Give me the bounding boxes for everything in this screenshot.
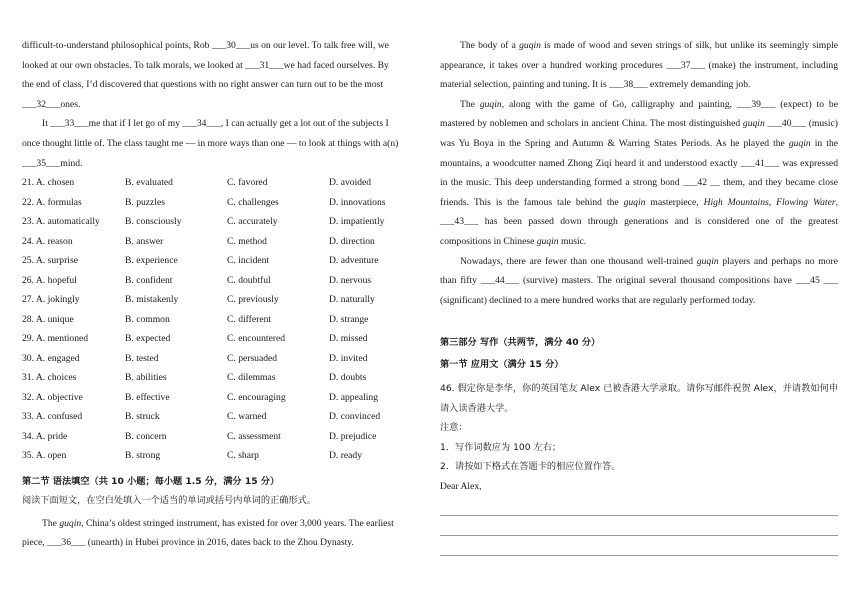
- option-row: [22, 193, 420, 213]
- option-a: 24. A. reason: [22, 235, 73, 247]
- answer-blank: ___34___: [182, 118, 221, 130]
- option-a: 33. A. confused: [22, 411, 83, 423]
- option-d: D. strange: [329, 313, 369, 325]
- text-run: once thought little of. The class taught me — in more ways than one — to look at things with a(n): [22, 137, 399, 149]
- option-a: 34. A. pride: [22, 430, 68, 442]
- section2-title: 第二节 语法填空（共 10 小题；每小题 1.5 分，满分 15 分）: [22, 475, 280, 487]
- question-46: 46. 假定你是李华，你的英国笔友 Alex 已被香港大学录取。请你写邮件祝贺 Alex，并请教如何申请入读香港大学。: [440, 383, 838, 414]
- option-c: C. favored: [227, 177, 268, 189]
- option-row: [22, 212, 420, 232]
- text-line: [22, 56, 420, 76]
- italic-term: guqin: [59, 517, 82, 529]
- text-run: me that if I let go of my: [88, 118, 183, 130]
- option-c: C. warned: [227, 411, 267, 423]
- italic-term: guqin: [519, 40, 541, 51]
- option-c: C. assessment: [227, 430, 281, 442]
- text-line: [22, 114, 420, 134]
- option-d: D. direction: [329, 235, 375, 247]
- option-a: 26. A. hopeful: [22, 274, 77, 286]
- text-run: Nowadays, there are fewer than one thousand well-trained: [460, 255, 697, 267]
- guqin-paragraph-3: [440, 95, 838, 252]
- option-c: C. different: [227, 313, 272, 325]
- italic-term: guqin: [479, 98, 502, 110]
- text-run: in the mountains, a woodcutter named Zhong Ziqi heard it and understood exactly ___41___ was expressed in the music. This deep understanding formed a strong bond ___42 __ them, and they became close friends. This is the famous tale behind the: [440, 137, 838, 208]
- option-a: 32. A. objective: [22, 391, 83, 403]
- text-run: ___40___ (music) was Yu Boya in the Spring and Autumn & Warring States Periods. As he played the: [440, 118, 838, 149]
- section1-title: 第一节 应用文（满分 15 分）: [440, 359, 564, 371]
- option-row: [22, 290, 420, 310]
- option-b: B. confident: [125, 274, 173, 286]
- italic-term: guqin: [696, 255, 719, 267]
- option-row: [22, 251, 420, 271]
- option-a: 30. A. engaged: [22, 352, 80, 364]
- option-d: D. prejudice: [329, 430, 377, 442]
- guqin-paragraph-4: [440, 252, 838, 311]
- text-run: The: [42, 517, 60, 529]
- passage-paragraph-33-35: [22, 114, 420, 173]
- option-b: B. consciously: [125, 216, 182, 228]
- answer-blank: ___30___: [211, 40, 251, 51]
- note-2: 2．请按如下格式在答题卡的相应位置作答。: [440, 461, 621, 473]
- text-run: The body of a: [460, 40, 520, 51]
- answer-blank: ___32___: [22, 98, 61, 110]
- option-b: B. experience: [125, 255, 178, 267]
- option-a: 25. A. surprise: [22, 255, 78, 267]
- option-b: B. evaluated: [125, 177, 173, 189]
- option-d: D. ready: [329, 450, 363, 462]
- note-1: 1．写作词数应为 100 左右；: [440, 441, 562, 453]
- option-a: 22. A. formulas: [22, 196, 82, 208]
- option-row: [22, 446, 420, 466]
- notes-label: 注意：: [440, 422, 468, 434]
- option-d: D. naturally: [329, 294, 375, 306]
- text-run: , I can actually get a lot out of the subjects I: [220, 118, 389, 130]
- option-c: C. persuaded: [227, 352, 278, 364]
- guqin-paragraph-2: [440, 36, 838, 95]
- option-a: 21. A. chosen: [22, 177, 75, 189]
- text-run: , ___43___ has been passed down through generations and is considered one of the greatest compositions in Chinese: [440, 196, 838, 247]
- text-run: masterpiece,: [645, 196, 704, 208]
- answer-blank: ___33___: [50, 118, 89, 130]
- option-a: 23. A. automatically: [22, 216, 100, 228]
- text-run: ones.: [60, 98, 81, 110]
- option-d: D. adventure: [329, 255, 379, 267]
- text-line: [22, 154, 420, 174]
- option-b: B. abilities: [125, 372, 167, 384]
- answer-blank: ___31___: [245, 59, 284, 71]
- italic-term: guqin: [742, 118, 765, 130]
- option-c: C. accurately: [227, 216, 278, 228]
- option-c: C. encouraging: [227, 391, 286, 403]
- option-b: B. puzzles: [125, 196, 165, 208]
- salutation: Dear Alex,: [440, 480, 482, 492]
- answer-line[interactable]: [440, 516, 838, 536]
- text-run: , China’s oldest stringed instrument, has existed for over 3,000 years. The earliest: [81, 517, 394, 529]
- text-run: difficult-to-understand philosophical points, Rob: [22, 40, 212, 51]
- option-row: [22, 427, 420, 447]
- text-run: players and perhaps no more than fifty ___44___ (survive) masters. The original several thousand compositions have ___45 ___ (significant) declined to a mere hundred works that are regularly performed today.: [440, 255, 838, 306]
- option-c: C. dilemmas: [227, 372, 276, 384]
- option-b: B. effective: [125, 391, 170, 403]
- option-d: D. avoided: [329, 177, 372, 189]
- option-b: B. struck: [125, 411, 160, 423]
- option-row: [22, 349, 420, 369]
- answer-line[interactable]: [440, 536, 838, 556]
- option-c: C. encountered: [227, 333, 286, 345]
- text-line: [22, 134, 420, 154]
- option-row: [22, 388, 420, 408]
- text-run: , along with the game of Go, calligraphy and painting, ___39___ (expect) to be mastered by noblemen and scholars in ancient China. The most distinguished: [440, 98, 838, 130]
- option-a: 31. A. choices: [22, 372, 77, 384]
- text-run: us on our level. To talk free will, we: [250, 40, 389, 51]
- option-d: D. doubts: [329, 372, 367, 384]
- option-b: B. common: [125, 313, 170, 325]
- option-d: D. convinced: [329, 411, 381, 423]
- guqin-paragraph-1-cont: piece, ___36___ (unearth) in Hubei province in 2016, dates back to the Zhou Dynasty.: [22, 537, 354, 549]
- guqin-paragraph-1: [22, 514, 420, 534]
- option-c: C. previously: [227, 294, 279, 306]
- option-d: D. nervous: [329, 274, 372, 286]
- text-line: [22, 95, 420, 115]
- option-a: 27. A. jokingly: [22, 294, 80, 306]
- text-run: we had faced ourselves. By: [283, 59, 389, 71]
- option-row: [22, 271, 420, 291]
- section2-instruction: 阅读下面短文，在空白处填入一个适当的单词或括号内单词的正确形式。: [22, 495, 316, 507]
- text-line: [22, 75, 420, 95]
- option-c: C. sharp: [227, 450, 259, 462]
- option-c: C. incident: [227, 255, 270, 267]
- text-run: is made of wood and seven strings of silk, but unlike its seemingly simple appearance, it takes over a hundred working procedures ___37___ (make) the instrument, including material selection, painting and tuning. It is ___38___ extremely demanding job.: [440, 40, 838, 91]
- text-line: [22, 36, 420, 56]
- options-list: [22, 173, 420, 466]
- text-run: The: [460, 98, 480, 110]
- italic-term: guqin: [623, 196, 646, 208]
- option-a: 35. A. open: [22, 450, 67, 462]
- option-b: B. concern: [125, 430, 167, 442]
- option-b: B. mistakenly: [125, 294, 179, 306]
- part3-title: 第三部分 写作（共两节，满分 40 分）: [440, 337, 601, 349]
- italic-term: guqin: [536, 235, 559, 247]
- text-run: the end of class, I’d discovered that questions with no right answer can turn out to be the most: [22, 79, 384, 91]
- option-d: D. impatiently: [329, 216, 385, 228]
- option-row: [22, 173, 420, 193]
- option-b: B. tested: [125, 352, 159, 364]
- answer-line[interactable]: [440, 496, 838, 516]
- option-row: [22, 368, 420, 388]
- option-b: B. strong: [125, 450, 161, 462]
- option-row: [22, 329, 420, 349]
- answer-blank: ___35___: [22, 157, 61, 169]
- option-c: C. doubtful: [227, 274, 271, 286]
- italic-term: guqin: [788, 137, 811, 149]
- text-run: music.: [558, 235, 587, 247]
- option-d: D. innovations: [329, 196, 386, 208]
- italic-term: High Mountains, Flowing Water: [703, 196, 836, 208]
- option-a: 28. A. unique: [22, 313, 74, 325]
- left-column: [22, 36, 420, 553]
- option-d: D. invited: [329, 352, 368, 364]
- option-d: D. appealing: [329, 391, 379, 403]
- option-row: [22, 310, 420, 330]
- text-run: mind.: [60, 157, 83, 169]
- right-column: [440, 36, 838, 556]
- text-run: It: [42, 118, 51, 130]
- text-run: looked at our own obstacles. To talk morals, we looked at: [22, 59, 246, 71]
- option-c: C. challenges: [227, 196, 279, 208]
- option-c: C. method: [227, 235, 267, 247]
- option-a: 29. A. mentioned: [22, 333, 89, 345]
- option-d: D. missed: [329, 333, 368, 345]
- option-row: [22, 407, 420, 427]
- passage-continuation: [22, 36, 420, 114]
- option-b: B. expected: [125, 333, 171, 345]
- option-b: B. answer: [125, 235, 164, 247]
- option-row: [22, 232, 420, 252]
